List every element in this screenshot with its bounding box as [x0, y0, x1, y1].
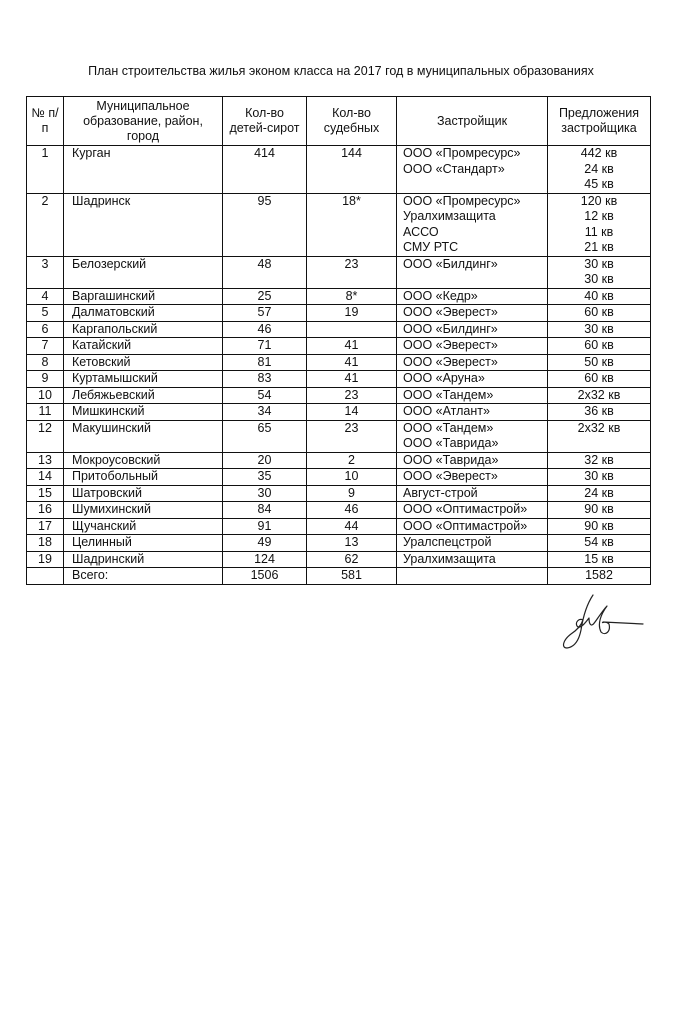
row-developers: [397, 420, 548, 452]
table-row: [27, 535, 651, 552]
row-court: 44: [307, 518, 397, 535]
table-row: [27, 469, 651, 486]
row-num: 7: [27, 338, 64, 355]
offer-value: 11 кв: [584, 224, 614, 239]
row-developers: [397, 146, 548, 194]
developer-name: ООО «Атлант»: [403, 404, 490, 418]
total-offers: 1582: [548, 568, 651, 585]
developer-name: ООО «Аруна»: [403, 371, 485, 385]
row-municipality: Куртамышский: [64, 371, 223, 388]
header-orphans: Кол-во детей-сирот: [223, 97, 307, 146]
row-orphans: 414: [223, 146, 307, 194]
row-num: 2: [27, 193, 64, 256]
table-row: [27, 193, 651, 256]
row-developers: [397, 452, 548, 469]
row-offers: [548, 146, 651, 194]
row-court: 8*: [307, 288, 397, 305]
row-municipality: Далматовский: [64, 305, 223, 322]
row-num: 3: [27, 256, 64, 288]
total-orphans: 1506: [223, 568, 307, 585]
row-court: 144: [307, 146, 397, 194]
row-offers: [548, 404, 651, 421]
row-orphans: 34: [223, 404, 307, 421]
row-court: 41: [307, 371, 397, 388]
table-row: [27, 387, 651, 404]
row-offers: [548, 338, 651, 355]
row-orphans: 95: [223, 193, 307, 256]
row-offers: [548, 469, 651, 486]
row-municipality: Мокроусовский: [64, 452, 223, 469]
row-municipality: Белозерский: [64, 256, 223, 288]
row-orphans: 49: [223, 535, 307, 552]
row-num: 4: [27, 288, 64, 305]
developer-name: ООО «Эверест»: [403, 305, 498, 319]
offer-value: 90 кв: [584, 502, 614, 516]
row-orphans: 84: [223, 502, 307, 519]
developer-name: Уралхимзащита: [403, 551, 496, 566]
developer-name: ООО «Тандем»: [403, 387, 494, 402]
row-municipality: Шатровский: [64, 485, 223, 502]
row-developers: [397, 354, 548, 371]
row-offers: [548, 321, 651, 338]
table-row: [27, 485, 651, 502]
offer-value: 120 кв: [580, 193, 618, 208]
offer-value: 50 кв: [584, 354, 614, 369]
row-orphans: 83: [223, 371, 307, 388]
row-municipality: Катайский: [64, 338, 223, 355]
developer-name: Уралхимзащита: [403, 209, 496, 223]
row-municipality: Кетовский: [64, 354, 223, 371]
row-municipality: Щучанский: [64, 518, 223, 535]
row-orphans: 91: [223, 518, 307, 535]
row-num: 17: [27, 518, 64, 535]
row-developers: [397, 193, 548, 256]
developer-name: АССО: [403, 224, 439, 239]
row-court: 23: [307, 420, 397, 452]
row-offers: [548, 485, 651, 502]
document-title: План строительства жилья эконом класса на 2017 год в муниципальных образованиях: [88, 64, 594, 78]
table-row: [27, 502, 651, 519]
offer-value: 60 кв: [584, 338, 614, 352]
row-developers: [397, 551, 548, 568]
row-offers: [548, 256, 651, 288]
developer-name: ООО «Оптимастрой»: [403, 518, 528, 533]
offer-value: 30 кв: [584, 256, 614, 271]
row-orphans: 57: [223, 305, 307, 322]
offer-value: 2х32 кв: [577, 420, 621, 435]
offer-value: 90 кв: [584, 518, 614, 533]
row-offers: [548, 193, 651, 256]
table-row: [27, 452, 651, 469]
developer-name: ООО «Эверест»: [403, 338, 498, 352]
offer-value: 15 кв: [584, 551, 614, 566]
row-municipality: Каргапольский: [64, 321, 223, 338]
row-court: 2: [307, 452, 397, 469]
row-municipality: Шадринский: [64, 551, 223, 568]
row-offers: [548, 502, 651, 519]
row-developers: [397, 485, 548, 502]
developer-name: ООО «Эверест»: [403, 469, 498, 483]
table-row: [27, 371, 651, 388]
row-num: 6: [27, 321, 64, 338]
offer-value: 60 кв: [584, 371, 614, 385]
row-offers: [548, 354, 651, 371]
row-orphans: 65: [223, 420, 307, 452]
developer-name: ООО «Таврида»: [403, 452, 499, 467]
row-developers: [397, 469, 548, 486]
offer-value: 30 кв: [584, 469, 614, 483]
row-developers: [397, 305, 548, 322]
row-developers: [397, 371, 548, 388]
developer-name: Уралспецстрой: [403, 535, 492, 549]
table-header-row: [27, 97, 651, 146]
table-row: [27, 146, 651, 194]
developer-name: ООО «Кедр»: [403, 288, 478, 303]
row-court: 9: [307, 485, 397, 502]
header-num: № п/п: [27, 97, 64, 146]
row-offers: [548, 452, 651, 469]
row-num: 8: [27, 354, 64, 371]
offer-value: 12 кв: [584, 209, 614, 223]
row-orphans: 81: [223, 354, 307, 371]
table-row: [27, 305, 651, 322]
developer-name: ООО «Таврида»: [403, 436, 499, 450]
row-court: 62: [307, 551, 397, 568]
row-court: 46: [307, 502, 397, 519]
row-developers: [397, 256, 548, 288]
row-orphans: 46: [223, 321, 307, 338]
row-court: 13: [307, 535, 397, 552]
row-court: 41: [307, 338, 397, 355]
row-orphans: 54: [223, 387, 307, 404]
total-num: [27, 568, 64, 585]
row-offers: [548, 518, 651, 535]
offer-value: 30 кв: [584, 272, 614, 286]
row-court: 23: [307, 387, 397, 404]
row-offers: [548, 288, 651, 305]
offer-value: 32 кв: [584, 452, 614, 467]
row-offers: [548, 420, 651, 452]
housing-plan-table: [26, 96, 651, 585]
row-developers: [397, 321, 548, 338]
total-label: Всего:: [64, 568, 223, 585]
offer-value: 24 кв: [584, 161, 614, 176]
row-court: 41: [307, 354, 397, 371]
row-municipality: Шадринск: [64, 193, 223, 256]
row-offers: [548, 305, 651, 322]
row-municipality: Макушинский: [64, 420, 223, 452]
row-orphans: 30: [223, 485, 307, 502]
offer-value: 24 кв: [584, 485, 614, 500]
row-municipality: Притобольный: [64, 469, 223, 486]
row-court: 19: [307, 305, 397, 322]
signature-icon: [553, 592, 653, 652]
table-row: [27, 518, 651, 535]
row-offers: [548, 371, 651, 388]
row-num: 15: [27, 485, 64, 502]
table-row: [27, 256, 651, 288]
row-court: 10: [307, 469, 397, 486]
table-row: [27, 354, 651, 371]
row-num: 14: [27, 469, 64, 486]
row-orphans: 48: [223, 256, 307, 288]
row-num: 9: [27, 371, 64, 388]
table-row: [27, 420, 651, 452]
row-court: 18*: [307, 193, 397, 256]
developer-name: ООО «Промресурс»: [403, 193, 521, 208]
header-developer: Застройщик: [397, 97, 548, 146]
row-developers: [397, 535, 548, 552]
table-row: [27, 338, 651, 355]
row-court: 14: [307, 404, 397, 421]
developer-name: ООО «Стандарт»: [403, 161, 505, 176]
row-court: [307, 321, 397, 338]
offer-value: 54 кв: [584, 535, 614, 549]
developer-name: ООО «Эверест»: [403, 354, 498, 369]
row-num: 19: [27, 551, 64, 568]
developer-name: СМУ РТС: [403, 240, 459, 254]
developer-name: ООО «Билдинг»: [403, 321, 498, 336]
row-developers: [397, 404, 548, 421]
row-num: 11: [27, 404, 64, 421]
total-court: 581: [307, 568, 397, 585]
header-court: Кол-во судебных: [307, 97, 397, 146]
row-offers: [548, 535, 651, 552]
row-municipality: Курган: [64, 146, 223, 194]
developer-name: ООО «Оптимастрой»: [403, 502, 528, 516]
row-orphans: 71: [223, 338, 307, 355]
row-num: 12: [27, 420, 64, 452]
row-developers: [397, 387, 548, 404]
row-num: 5: [27, 305, 64, 322]
offer-value: 442 кв: [580, 146, 618, 160]
offer-value: 30 кв: [584, 321, 614, 336]
row-orphans: 20: [223, 452, 307, 469]
row-offers: [548, 551, 651, 568]
row-developers: [397, 518, 548, 535]
row-num: 13: [27, 452, 64, 469]
offer-value: 40 кв: [584, 288, 614, 303]
header-offers: Предложения застройщика: [548, 97, 651, 146]
total-developer: [397, 568, 548, 585]
row-municipality: Мишкинский: [64, 404, 223, 421]
table-row: [27, 551, 651, 568]
row-municipality: Шумихинский: [64, 502, 223, 519]
row-developers: [397, 288, 548, 305]
row-municipality: Лебяжьевский: [64, 387, 223, 404]
row-court: 23: [307, 256, 397, 288]
row-developers: [397, 338, 548, 355]
table-row: [27, 404, 651, 421]
row-municipality: Целинный: [64, 535, 223, 552]
row-orphans: 124: [223, 551, 307, 568]
row-municipality: Варгашинский: [64, 288, 223, 305]
offer-value: 45 кв: [584, 177, 614, 191]
row-num: 10: [27, 387, 64, 404]
row-num: 1: [27, 146, 64, 194]
row-num: 18: [27, 535, 64, 552]
row-offers: [548, 387, 651, 404]
total-row: [27, 568, 651, 585]
developer-name: ООО «Тандем»: [403, 420, 494, 435]
row-developers: [397, 502, 548, 519]
offer-value: 60 кв: [584, 305, 614, 319]
developer-name: ООО «Промресурс»: [403, 146, 521, 160]
offer-value: 21 кв: [584, 240, 614, 254]
header-municipality: Муниципальное образование, район, город: [64, 97, 223, 146]
developer-name: ООО «Билдинг»: [403, 256, 498, 271]
offer-value: 36 кв: [584, 404, 614, 418]
developer-name: Август-строй: [403, 485, 478, 500]
row-orphans: 25: [223, 288, 307, 305]
table-row: [27, 288, 651, 305]
offer-value: 2х32 кв: [577, 387, 621, 402]
table-body: [27, 146, 651, 568]
row-num: 16: [27, 502, 64, 519]
row-orphans: 35: [223, 469, 307, 486]
table-row: [27, 321, 651, 338]
